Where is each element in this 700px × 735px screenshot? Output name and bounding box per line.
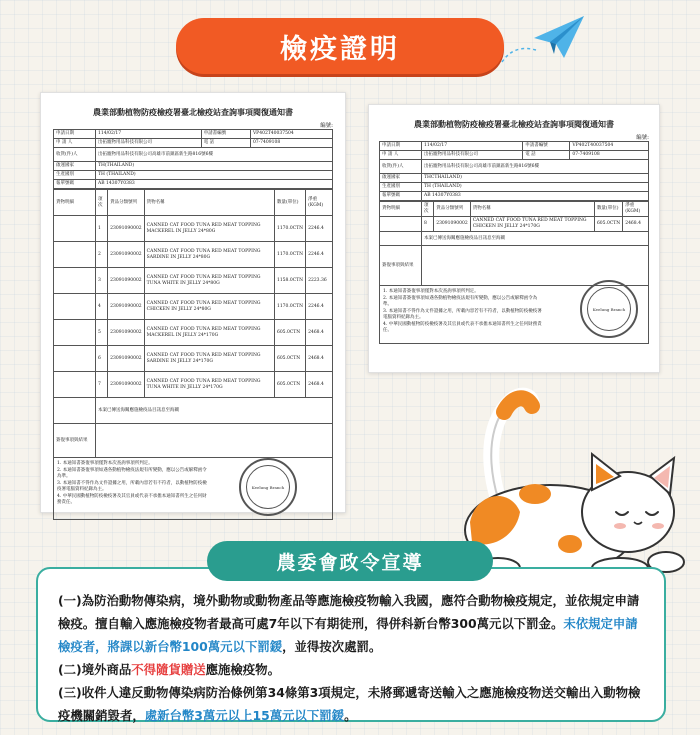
notice-title: 農委會政令宣導	[207, 541, 493, 581]
certificate-title: 農業部動植物防疫檢疫署臺北檢疫站查詢事項閱復通知書	[93, 107, 293, 117]
certificate-right	[368, 104, 660, 373]
table-row: 4 23091090002 CANNED CAT FOOD TUNA RED MEAT TOPPING CHICKEN IN JELLY 24*80G 1170.0CTN 2246.4	[54, 294, 333, 320]
certificate-notes: 1. 本通知書簽復事項僅對本次查詢事項所判定。 2. 本通知書簽復事項如遇各動植物檢疫法規有所變動，應以公告或解釋函令為準。 3. 本通知書不得作為文件證據之用，所載內容若有不符者，以動植物防疫檢疫署電腦資料紀錄為主。 4. 中華民國動植物防疫檢疫署及其官員或代表不承擔本通知書所生之任何財務責任。 Keelung Branch	[53, 458, 333, 520]
serial-label: 編號:	[320, 123, 333, 129]
result-note: 本案已傳送海關應施檢疫品目訊息至海關	[96, 398, 333, 424]
certificate-title: 農業部動植物防疫檢疫署臺北檢疫站查詢事項閱復通知書	[414, 119, 614, 129]
table-row: 6 23091090002 CANNED CAT FOOD TUNA RED MEAT TOPPING SARDINE IN JELLY 24*170G 605.0CTN 2468.4	[54, 346, 333, 372]
table-row: 8 23091090002 CANNED CAT FOOD TUNA RED MEAT TOPPING CHICKEN IN JELLY 24*170G 605.0CTN 2468.4	[380, 217, 649, 232]
notice-paragraph-3: (三)收件人違反動物傳染病防治條例第34條第3項規定，未將郵遞寄送輸入之應施檢疫物送交輸出入動物檢疫機關銷毀者，處新台幣3萬元以上15萬元以下罰鍰。	[58, 685, 641, 723]
trail-icon	[500, 40, 540, 64]
table-row: 7 23091090002 CANNED CAT FOOD TUNA RED MEAT TOPPING TUNA WHITE IN JELLY 24*170G 605.0CTN 2468.4	[54, 372, 333, 398]
table-row: 1 23091090002 CANNED CAT FOOD TUNA RED MEAT TOPPING MACKEREL IN JELLY 24*80G 1170.0CTN 2246.4	[54, 216, 333, 242]
certificate-left	[40, 92, 346, 513]
table-row: 5 23091090002 CANNED CAT FOOD TUNA RED MEAT TOPPING MACKEREL IN JELLY 24*170G 605.0CTN 2468.4	[54, 320, 333, 346]
table-row: 3 23091090002 CANNED CAT FOOD TUNA RED MEAT TOPPING TUNA WHITE IN JELLY 24*80G 1158.0CTN 2223.36	[54, 268, 333, 294]
notice-paragraph-1: (一)為防治動物傳染病，境外動物或動物產品等應施檢疫物輸入我國，應符合動物檢疫規定，並依規定申請檢疫。擅自輸入應施檢疫物者最高可處7年以下有期徒刑，得併科新台幣300萬元以下罰金。未依規定申請檢疫者，將課以新台幣100萬元以下罰鍰，並得按次處罰。	[58, 593, 640, 654]
certificate-info-table: 申請日期 114/02/17 申請書編號 VP402T40037504 申 請 人 出拓寵物用品科技有限公司 電 話 07-7409108 收貨(件)人 出拓寵物用品科技有限公司高雄市前鎮區新生路816號6樓 啟運國家 THCTHAILAND) 生產國別 TH (THAILAND) 報單號碼 AB 14307Y0383	[379, 141, 649, 201]
certificate-notes: 1. 本通知書簽復事項僅對本次查詢事項所判定。 2. 本通知書簽復事項如遇各動植物檢疫法規有所變動，應以公告或解釋函令為準。 3. 本通知書不得作為文件證據之用，所載內容若有不符者，以動植物防疫檢疫署電腦資料紀錄為主。 4. 中華民國動植物防疫檢疫署及其官員或代表不承擔本通知書所生之任何財務責任。 Keelung Branch	[379, 286, 649, 344]
serial-label: 編號:	[636, 135, 649, 141]
inspection-label: 簽復事項與結果	[54, 424, 96, 458]
table-row: 2 23091090002 CANNED CAT FOOD TUNA RED MEAT TOPPING SARDINE IN JELLY 24*80G 1170.0CTN 2246.4	[54, 242, 333, 268]
page-title: 檢疫證明	[176, 18, 504, 74]
inspection-label: 簽復事項與結果	[380, 246, 422, 286]
notice-paragraph-2: (二)境外商品不得隨貨贈送應施檢疫物。	[58, 662, 280, 677]
policy-notice-box	[36, 567, 666, 722]
goods-table: 貨物明細 項次 貨品分類號列 貨物名稱 數量(單位) 淨重(KGM) 1 23091090002 CANNED CAT FOOD TUNA RED MEAT TOPPING MACKEREL IN JELLY 24*80G 1170.0CTN 2246.4 2 23091090002 CANNED CAT FOOD TUNA RED MEAT TOPPING SARDINE IN JELLY 24*80G 1170.0CTN 2246.4 3 23091090002 CANNED CAT FOOD TUNA RED MEAT TOPPING TUNA WHITE IN JELLY 24*80G 1158.0CTN 2223.36 4 23091090002 CANNED CAT FOOD TUNA RED MEAT TOPPING CHICKEN IN JELLY 24*80G 1170.0CTN 2246.4 5 23091090002 CANNED CAT FOOD TUNA RED MEAT TOPPING MACKEREL IN JELLY 24*170G 605.0CTN 2468.4 6 23091090002 CANNED CAT FOOD TUNA RED MEAT TOPPING SARDINE IN JELLY 24*170G 605.0CTN 2468.4 7 23091090002 CANNED CAT FOOD TUNA RED MEAT TOPPING TUNA WHITE IN JELLY 24*170G 605.0CTN 2468.4 本案已傳送海關應施檢疫品目訊息至海關 簽復事項與結果	[53, 189, 333, 458]
certificate-info-table: 申請日期 114/02/17 申請書編號 VP402T40037504 申 請 人 出拓寵物用品科技有限公司 電 話 07-7409108 收貨(件)人 出拓寵物用品科技有限公司高雄市前鎮區新生路816號6樓 啟運國家 TH(THAILAND) 生產國別 TH (THAILAND) 報單號碼 AB 14307Y0383	[53, 129, 333, 189]
goods-table: 貨物明細 項次 貨品分類號列 貨物名稱 數量(單位) 淨重(KGM) 8 23091090002 CANNED CAT FOOD TUNA RED MEAT TOPPING CHICKEN IN JELLY 24*170G 605.0CTN 2468.4 本案已傳送海關應施檢疫品目訊息至海關 簽復事項與結果	[379, 201, 649, 286]
result-note: 本案已傳送海關應施檢疫品目訊息至海關	[422, 232, 649, 246]
official-stamp: Keelung Branch	[239, 458, 297, 516]
official-stamp: Keelung Branch	[580, 280, 638, 338]
